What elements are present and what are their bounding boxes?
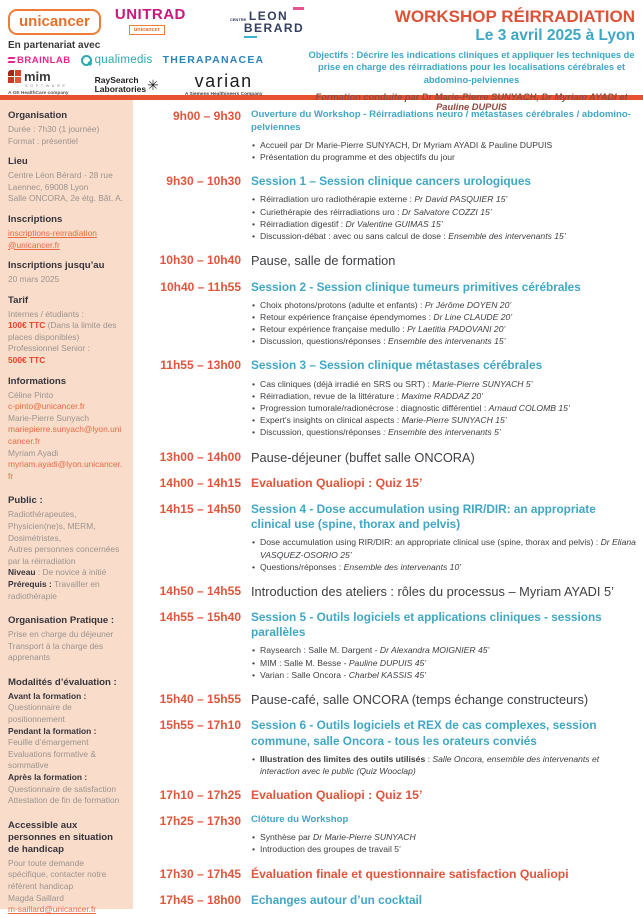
sidebar-section bbox=[8, 295, 124, 367]
sidebar-line bbox=[8, 904, 124, 916]
bullet-item bbox=[251, 323, 639, 335]
text-part: Evaluations formative & sommative bbox=[8, 748, 96, 771]
bullet-item bbox=[251, 139, 639, 151]
raysearch-star-icon: ✳ bbox=[147, 76, 159, 93]
schedule bbox=[133, 100, 643, 909]
schedule-time: 14h15 – 14h50 bbox=[159, 502, 241, 517]
sidebar-line bbox=[8, 448, 124, 460]
schedule-time: 11h55 – 13h00 bbox=[160, 358, 241, 373]
text-part: Radiothérapeutes, bbox=[8, 509, 77, 520]
sidebar-section-heading: Lieu bbox=[8, 156, 28, 168]
schedule-time: 10h40 – 11h55 bbox=[160, 279, 241, 294]
schedule-title: Pause-déjeuner (buffet salle ONCORA) bbox=[251, 449, 475, 465]
schedule-body bbox=[251, 692, 639, 707]
text-part: Discussion, questions/réponses bbox=[260, 427, 381, 438]
sidebar-line bbox=[8, 355, 124, 367]
text-part: Choix photons/protons (adulte et enfants) : bbox=[260, 299, 425, 310]
email-link[interactable]: myriam.ayadi@lyon.unicancer.fr bbox=[8, 459, 123, 481]
bullet-item bbox=[251, 402, 639, 414]
text-part: Ensemble des intervenants 10’ bbox=[343, 561, 462, 572]
text-part: Attestation de fin de formation bbox=[8, 795, 120, 806]
mim-logo-text: mim bbox=[24, 68, 51, 84]
text-part: : bbox=[425, 753, 433, 764]
clb-cyan-mark bbox=[244, 36, 257, 39]
bullet-item bbox=[251, 843, 639, 855]
clb-small-text: CENTRE bbox=[229, 16, 247, 22]
text-part: Réirradiation uro radiothérapie externe : bbox=[260, 194, 415, 205]
sidebar-line bbox=[8, 629, 124, 641]
bullet-list bbox=[251, 193, 639, 242]
bullet-list bbox=[251, 536, 639, 573]
sidebar-line bbox=[8, 228, 124, 251]
sidebar-line bbox=[8, 124, 124, 136]
sidebar-line bbox=[8, 567, 124, 579]
qualimedis-icon bbox=[81, 55, 92, 66]
centre-leon-berard-logo bbox=[230, 7, 304, 35]
text-part: Ensemble des intervenants 15’ bbox=[388, 336, 506, 347]
sidebar-line bbox=[8, 702, 124, 725]
schedule-item bbox=[145, 502, 639, 573]
schedule-body bbox=[251, 610, 639, 681]
qualimedis-logo-text: qualimedis bbox=[94, 54, 153, 67]
bullet-item bbox=[251, 561, 639, 573]
text-part: Questionnaire de satisfaction bbox=[8, 783, 117, 794]
bullet-item bbox=[251, 378, 639, 390]
text-part: Céline Pinto bbox=[8, 389, 54, 400]
sidebar-section-heading: Organisation Pratique : bbox=[8, 615, 115, 627]
sidebar-line bbox=[8, 413, 124, 425]
text-part: Internes / étudiants : bbox=[8, 308, 84, 319]
content bbox=[0, 100, 643, 915]
text-part: Dr Valentine GUIMAS 15’ bbox=[345, 218, 443, 229]
brainlab-icon bbox=[8, 56, 15, 65]
varian-siemens-text: A Siemens Healthineers Company bbox=[184, 92, 263, 98]
sidebar-section bbox=[8, 820, 124, 916]
text-part: Durée : 7h30 (1 journée) bbox=[8, 123, 100, 134]
sidebar-section-heading: Tarif bbox=[8, 294, 29, 306]
sidebar-line bbox=[8, 521, 124, 533]
text-part: Présentation du programme et des objectifs du jour bbox=[260, 152, 455, 163]
unicancer-logo bbox=[8, 9, 101, 35]
sidebar-section bbox=[8, 214, 124, 251]
schedule-item bbox=[145, 280, 639, 348]
sidebar-line bbox=[8, 691, 124, 703]
text-part: Salle Oncora, ensemble des intervenants et interaction avec le public (Quiz Wooclap) bbox=[260, 753, 600, 776]
bullet-list bbox=[251, 378, 639, 439]
sidebar-section bbox=[8, 110, 124, 147]
logo-area bbox=[8, 5, 308, 98]
qualimedis-logo bbox=[81, 54, 153, 66]
sidebar-line bbox=[8, 858, 124, 893]
bullet-item bbox=[251, 390, 639, 402]
text-part: Marie-Pierre SUNYACH 5’ bbox=[432, 378, 533, 389]
workshop-date: Le 3 avril 2025 à Lyon bbox=[475, 26, 635, 44]
schedule-body bbox=[251, 893, 639, 908]
schedule-title: Ouverture du Workshop - Réirradiations neuro / métastases cérébrales / abdomino-pelviennes bbox=[251, 109, 631, 133]
schedule-time: 9h00 – 9h30 bbox=[172, 109, 241, 123]
schedule-item bbox=[145, 692, 639, 707]
sidebar-line bbox=[8, 401, 124, 413]
text-part: Pauline DUPUIS 45’ bbox=[348, 657, 427, 668]
schedule-item bbox=[145, 718, 639, 777]
sidebar-line bbox=[8, 737, 124, 749]
clb-berard-text: BERARD bbox=[243, 21, 305, 35]
brainlab-logo-text: BRAINLAB bbox=[17, 54, 71, 66]
bullet-item bbox=[251, 218, 639, 230]
text-part: Prérequis : bbox=[8, 578, 52, 589]
schedule-time: 14h50 – 14h55 bbox=[159, 583, 241, 598]
text-part: Discussion-débat : avec ou sans calcul de dose : bbox=[260, 230, 449, 241]
mim-logo bbox=[8, 70, 69, 96]
text-part: Ensemble des intervenants 15’ bbox=[448, 230, 566, 241]
text-part: Introduction des groupes de travail 5’ bbox=[260, 844, 401, 855]
schedule-title: Pause, salle de formation bbox=[251, 253, 396, 269]
schedule-body bbox=[251, 476, 639, 491]
schedule-time: 17h30 – 17h45 bbox=[159, 866, 241, 881]
sidebar-section bbox=[8, 156, 124, 205]
text-part: Salle ONCORA, 2e étg. Bât. A. bbox=[8, 193, 123, 204]
text-part: Pr Laetitia PADOVANI 20’ bbox=[407, 324, 506, 335]
bullet-item bbox=[251, 311, 639, 323]
text-part: Pour toute demande spécifique, contacter notre référent handicap bbox=[8, 857, 107, 891]
text-part: Retour expérience française medullo : bbox=[260, 324, 408, 335]
bullet-item bbox=[251, 644, 639, 656]
text-part: : De novice à initié bbox=[35, 567, 107, 578]
text-part: Dosimétristes, bbox=[8, 532, 62, 543]
unitrad-logo-subtext: unicancer bbox=[129, 25, 165, 35]
unicancer-logo-text: unicancer bbox=[19, 13, 90, 30]
text-part: Questions/réponses : bbox=[260, 561, 344, 572]
sidebar-section-heading: Public : bbox=[8, 495, 43, 507]
sidebar-section bbox=[8, 260, 124, 286]
text-part: Marie-Pierre SUNYACH 15’ bbox=[401, 415, 507, 426]
bullet-list bbox=[251, 753, 639, 777]
text-part: Dr Eliana VASQUEZ-OSORIO 25’ bbox=[260, 537, 636, 560]
text-part: Retour expérience française épendymomes : bbox=[260, 311, 434, 322]
raysearch-logo-line1: RaySearch bbox=[94, 75, 139, 86]
schedule-title: Evaluation Qualiopi : Quiz 15’ bbox=[251, 475, 423, 490]
unitrad-logo-text: UNITRAD bbox=[114, 6, 186, 23]
header-title-block bbox=[308, 5, 635, 112]
schedule-time: 13h00 – 14h00 bbox=[159, 449, 241, 464]
varian-logo bbox=[185, 72, 263, 97]
text-part: Cas cliniques (déjà irradié en SRS ou SRT) : bbox=[260, 378, 433, 389]
therapanacea-logo: THERAPANACEA bbox=[162, 54, 265, 67]
text-part: Pr David PASQUIER 15’ bbox=[414, 194, 508, 205]
sidebar-line bbox=[8, 544, 124, 567]
schedule-body bbox=[251, 788, 639, 803]
schedule-body bbox=[251, 358, 639, 438]
text-part: Transport à la charge des apprenants bbox=[8, 640, 104, 663]
bullet-item bbox=[251, 657, 639, 669]
schedule-time: 17h25 – 17h30 bbox=[159, 814, 241, 829]
schedule-item bbox=[145, 476, 639, 491]
sidebar-line bbox=[8, 726, 124, 738]
email-link[interactable]: inscriptions-reirradiation @unicancer.fr bbox=[8, 227, 97, 250]
text-part: Synthèse par bbox=[260, 832, 314, 843]
text-part: Physicien(ne)s, MERM, bbox=[8, 520, 96, 531]
text-part: Prise en charge du déjeuner bbox=[8, 629, 114, 640]
text-part: Niveau bbox=[8, 567, 36, 578]
text-part: Réirradiation digestif : bbox=[260, 218, 346, 229]
objectives-text: Objectifs : Décrire les indications cliniques et appliquer les techniques de prise en charge des réirradiations pour les localisations cérébrales et abdomino-pelviennes bbox=[308, 50, 635, 85]
mim-software-text: SOFTWARE bbox=[25, 83, 68, 89]
schedule-item bbox=[145, 584, 639, 599]
sidebar-section-heading: Organisation bbox=[8, 110, 68, 121]
schedule-title: Session 3 – Session clinique métastases cérébrales bbox=[251, 358, 543, 373]
text-part: Professionnel Senior : bbox=[8, 343, 90, 354]
sidebar-section-heading: Accessible aux personnes en situation de handicap bbox=[8, 819, 114, 855]
text-part: Illustration des limites des outils utilisés bbox=[260, 753, 426, 764]
sidebar-line bbox=[8, 309, 124, 321]
text-part: Dr Salvatore COZZI 15’ bbox=[401, 206, 492, 217]
schedule-time: 17h10 – 17h25 bbox=[159, 788, 241, 803]
raysearch-logo bbox=[95, 76, 159, 94]
schedule-item bbox=[145, 788, 639, 803]
bullet-item bbox=[251, 335, 639, 347]
sidebar-line bbox=[8, 390, 124, 402]
text-part: 100€ TTC bbox=[8, 320, 46, 331]
text-part: MIM : Salle M. Besse - bbox=[260, 657, 349, 668]
header bbox=[0, 0, 643, 112]
schedule-body bbox=[251, 253, 639, 268]
email-link[interactable]: mariepierre.sunyach@lyon.unicancer.fr bbox=[8, 424, 122, 446]
sidebar bbox=[0, 100, 133, 915]
text-part: 500€ TTC bbox=[8, 355, 46, 366]
text-part: Charbel KASSIS 45’ bbox=[348, 669, 427, 680]
bullet-list bbox=[251, 644, 639, 681]
bullet-list bbox=[251, 139, 639, 163]
schedule-time: 14h00 – 14h15 bbox=[159, 475, 241, 490]
text-part: Varian : Salle Oncora - bbox=[260, 669, 349, 680]
sidebar-line bbox=[8, 193, 124, 205]
text-part: Pr Jérôme DOYEN 20’ bbox=[424, 299, 512, 310]
logo-row-partners-1 bbox=[8, 54, 308, 66]
sidebar-line bbox=[8, 784, 124, 796]
text-part: Discussion, questions/réponses : bbox=[260, 336, 389, 347]
sidebar-section-heading: Inscriptions jusqu’au bbox=[8, 260, 105, 272]
schedule-title: Session 4 - Dose accumulation using RIR/DIR: an appropriate clinical use (spine, thorax and pelvis) bbox=[251, 502, 596, 532]
partnership-label: En partenariat avec bbox=[8, 40, 101, 52]
schedule-item bbox=[145, 610, 639, 681]
schedule-title: Session 5 - Outils logiciels et applications cliniques - sessions parallèles bbox=[251, 610, 602, 640]
sidebar-line bbox=[8, 579, 124, 602]
schedule-body bbox=[251, 502, 639, 573]
schedule-item bbox=[145, 358, 639, 438]
varian-logo-text: varian bbox=[194, 71, 253, 92]
text-part: Accueil par Dr Marie-Pierre SUNYACH, Dr Myriam AYADI & Pauline DUPUIS bbox=[260, 139, 553, 150]
text-part: Avant la formation : bbox=[8, 690, 87, 701]
sidebar-section bbox=[8, 376, 124, 483]
schedule-body bbox=[251, 174, 639, 242]
sidebar-line bbox=[8, 459, 124, 482]
text-part: Magda Saillard bbox=[8, 892, 64, 903]
schedule-item bbox=[145, 174, 639, 242]
schedule-time: 17h45 – 18h00 bbox=[159, 892, 241, 907]
text-part: Maxime RADDAZ 20’ bbox=[401, 390, 484, 401]
bullet-item bbox=[251, 414, 639, 426]
schedule-time: 14h55 – 15h40 bbox=[159, 610, 241, 625]
text-part: Curiethérapie des réirradiations uro : bbox=[260, 206, 402, 217]
text-part: Dose accumulation using RIR/DIR: an appropriate clinical use (spine, thorax and pelvis) : bbox=[260, 537, 601, 548]
schedule-title: Évaluation finale et questionnaire satisfaction Qualiopi bbox=[251, 866, 569, 881]
text-part: Dr Alexandra MOIGNIER 45’ bbox=[379, 645, 490, 656]
sidebar-section-heading: Modalités d’évaluation : bbox=[8, 676, 117, 688]
workshop-title: WORKSHOP RÉIRRADIATION bbox=[394, 7, 635, 26]
sidebar-line bbox=[8, 274, 124, 286]
text-part: Après la formation : bbox=[8, 772, 88, 783]
schedule-time: 9h30 – 10h30 bbox=[166, 174, 241, 189]
sidebar-section bbox=[8, 495, 124, 602]
schedule-item bbox=[145, 109, 639, 163]
sidebar-line bbox=[8, 772, 124, 784]
bullet-item bbox=[251, 536, 639, 560]
schedule-title: Session 1 – Session clinique cancers urologiques bbox=[251, 174, 531, 189]
schedule-title: Pause-café, salle ONCORA (temps échange constructeurs) bbox=[251, 692, 589, 708]
mim-icon bbox=[8, 70, 21, 83]
sidebar-line bbox=[8, 893, 124, 905]
schedule-title: Session 6 - Outils logiciels et REX de cas complexes, session commune, salle Oncora - tous les orateurs conviés bbox=[251, 718, 597, 748]
text-part: Travailler en radiothérapie bbox=[8, 578, 100, 601]
bullet-item bbox=[251, 669, 639, 681]
sidebar-line bbox=[8, 641, 124, 664]
bullet-item bbox=[251, 230, 639, 242]
clb-pink-mark bbox=[293, 7, 304, 10]
bullet-item bbox=[251, 426, 639, 438]
schedule-item bbox=[145, 814, 639, 855]
text-part: Pendant la formation : bbox=[8, 725, 97, 736]
bullet-list bbox=[251, 831, 639, 855]
sidebar-section-heading: Informations bbox=[8, 375, 67, 387]
schedule-body bbox=[251, 109, 639, 163]
schedule-title: Evaluation Qualiopi : Quiz 15’ bbox=[251, 788, 423, 803]
schedule-title: Clôture du Workshop bbox=[251, 814, 349, 826]
sidebar-line bbox=[8, 795, 124, 807]
email-link[interactable]: m-saillard@unicancer.fr bbox=[8, 904, 97, 915]
schedule-body bbox=[251, 867, 639, 882]
text-part: (Dans la limite des places disponibles) bbox=[8, 320, 117, 342]
clb-leon-text: LEON bbox=[248, 9, 289, 23]
schedule-title: Introduction des ateliers : rôles du processus – Myriam AYADI 5’ bbox=[251, 583, 614, 599]
text-part: Réirradiation, revue de la littérature : bbox=[260, 390, 402, 401]
text-part: Dr Marie-Pierre SUNYACH bbox=[313, 832, 416, 843]
bullet-item bbox=[251, 151, 639, 163]
raysearch-logo-line2: Laboratories bbox=[94, 84, 147, 95]
bullet-item bbox=[251, 299, 639, 311]
text-part: Arnaud COLOMB 15’ bbox=[488, 402, 570, 413]
mim-ge-text: A GE HealthCare company bbox=[8, 91, 69, 97]
formation-conductors-text: Formation conduite par Dr Marie-Pierre SUNYACH, Dr Myriam AYADI et Pauline DUPUIS bbox=[315, 91, 628, 112]
sidebar-line bbox=[8, 533, 124, 545]
schedule-body bbox=[251, 450, 639, 465]
sidebar-section bbox=[8, 677, 124, 807]
sidebar-section-heading: Inscriptions bbox=[8, 213, 63, 225]
text-part: 20 mars 2025 bbox=[8, 274, 60, 285]
schedule-item bbox=[145, 253, 639, 268]
schedule-time: 15h40 – 15h55 bbox=[159, 692, 241, 707]
email-link[interactable]: c-pinto@unicancer.fr bbox=[8, 401, 85, 412]
schedule-item bbox=[145, 867, 639, 882]
text-part: Dr Line CLAUDE 20’ bbox=[433, 311, 513, 322]
text-part: Autres personnes concernées par la réirradiation bbox=[8, 544, 120, 566]
schedule-body bbox=[251, 814, 639, 855]
text-part: Questionnaire de positionnement bbox=[8, 702, 72, 725]
schedule-title: Echanges autour d’un cocktail bbox=[251, 892, 423, 907]
text-part: Format : présentiel bbox=[8, 135, 78, 146]
schedule-body bbox=[251, 280, 639, 348]
sidebar-line bbox=[8, 170, 124, 193]
sidebar-line bbox=[8, 424, 124, 447]
bullet-list bbox=[251, 299, 639, 348]
schedule-item bbox=[145, 893, 639, 908]
text-part: Marie-Pierre Sunyach bbox=[8, 412, 89, 423]
sidebar-line bbox=[8, 136, 124, 148]
text-part: Progression tumorale/radionécrose : diagnostic différentiel : bbox=[260, 402, 489, 413]
text-part: Centre Léon Bérard - 28 rue Laennec, 69008 Lyon bbox=[8, 170, 113, 192]
text-part: Expert's insights on clinical aspects : bbox=[260, 415, 402, 426]
sidebar-section bbox=[8, 615, 124, 664]
unitrad-logo bbox=[115, 5, 186, 35]
sidebar-line bbox=[8, 343, 124, 355]
schedule-body bbox=[251, 718, 639, 777]
text-part: Feuille d’émargement bbox=[8, 737, 89, 748]
bullet-item bbox=[251, 831, 639, 843]
sidebar-line bbox=[8, 320, 124, 343]
schedule-title: Session 2 - Session clinique tumeurs primitives cérébrales bbox=[251, 279, 581, 294]
bullet-item bbox=[251, 193, 639, 205]
text-part: Myriam Ayadi bbox=[8, 447, 59, 458]
brainlab-logo bbox=[8, 55, 71, 66]
bullet-item bbox=[251, 206, 639, 218]
text-part: Raysearch : Salle M. Dargent - bbox=[260, 645, 380, 656]
sidebar-line bbox=[8, 509, 124, 521]
schedule-body bbox=[251, 584, 639, 599]
text-part: : Ensemble des intervenants 5’ bbox=[380, 427, 501, 438]
schedule-time: 10h30 – 10h40 bbox=[159, 253, 241, 268]
schedule-time: 15h55 – 17h10 bbox=[159, 718, 241, 733]
bullet-item bbox=[251, 753, 639, 777]
logo-row-partners-2 bbox=[8, 70, 308, 97]
logo-row-top bbox=[8, 5, 308, 35]
schedule-item bbox=[145, 450, 639, 465]
sidebar-line bbox=[8, 749, 124, 772]
